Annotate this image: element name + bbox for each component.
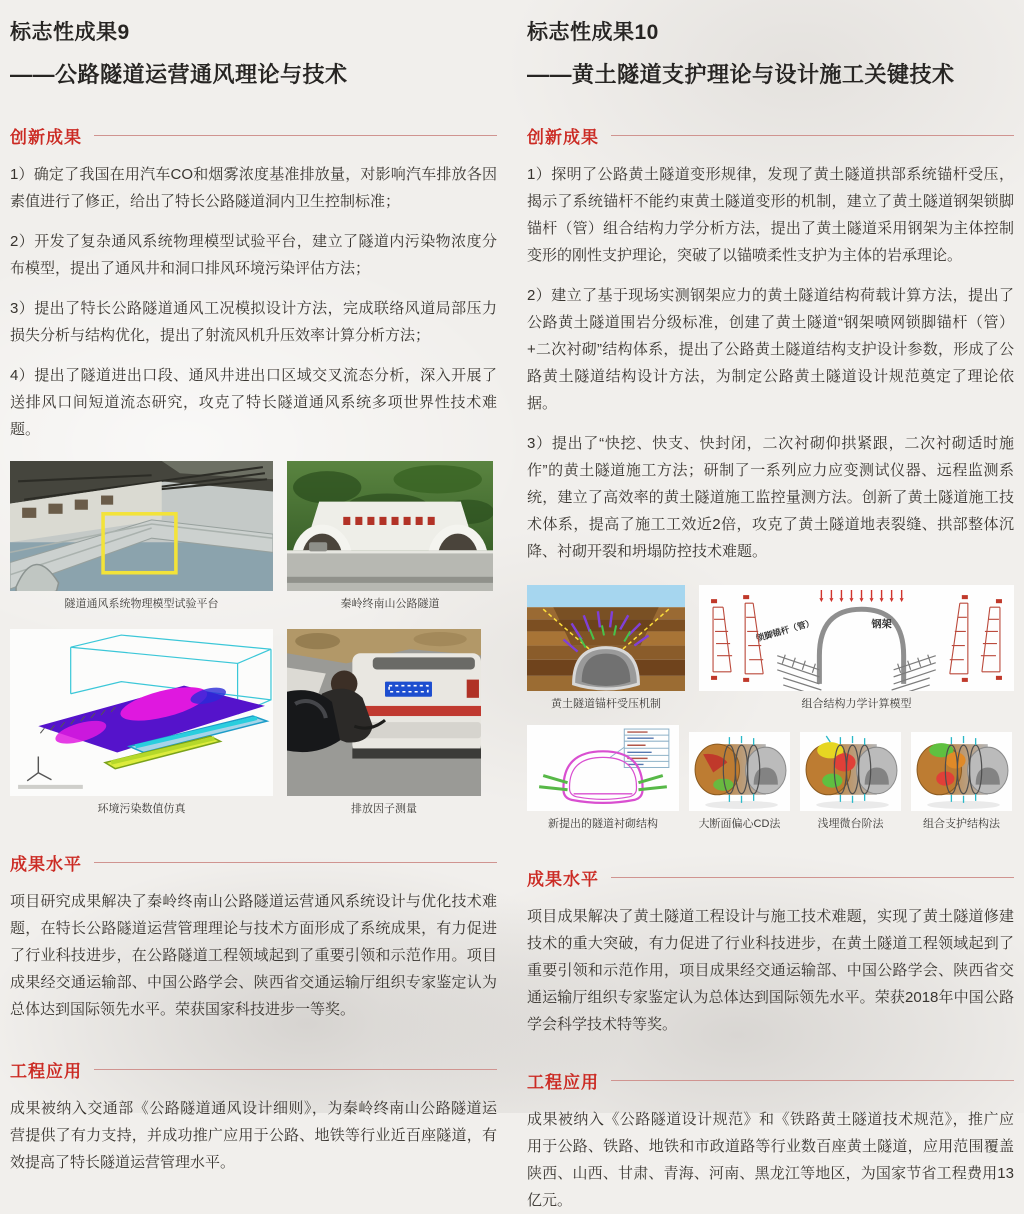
figure (911, 732, 1012, 831)
paragraph: 项目成果解决了黄土隧道工程设计与施工技术难题，实现了黄土隧道修建技术的重大突破，有力促进了行业科技进步，在黄土隧道工程领域起到了重要引领和示范作用，项目成果经交通运输部、中国公路学会、陕西省交通运输厅组织专家鉴定认为总体达到国际领先水平。荣获2018年中国公路学会科学技术特等奖。 (527, 908, 1014, 1034)
heading-rule (611, 877, 1014, 878)
ventilation-model-platform-photo (10, 461, 273, 591)
figure (800, 732, 901, 831)
section-heading-application (527, 1068, 1014, 1093)
figure-caption: 大断面偏心CD法 (698, 818, 781, 831)
figure-row (10, 629, 497, 816)
figure-row (527, 585, 1014, 711)
section-heading-label: 创新成果 (10, 128, 82, 147)
composite-support-method-3d-diagram (911, 732, 1012, 811)
section-heading-level (10, 850, 497, 875)
pollution-simulation-diagram (10, 629, 273, 796)
figure (287, 461, 493, 611)
page-subtitle: ——黄土隧道支护理论与设计施工关键技术 (527, 62, 955, 87)
cd-method-3d-diagram (689, 732, 790, 811)
paragraph: 2）开发了复杂通风系统物理模型试验平台，建立了隧道内污染物浓度分布模型，提出了通风井和洞口排风环境污染评估方法； (10, 233, 497, 277)
heading-rule (611, 1080, 1014, 1081)
figure-caption: 组合支护结构法 (923, 818, 1000, 831)
figure-caption: 排放因子测量 (351, 803, 417, 816)
figure (287, 629, 481, 816)
composite-structure-model-diagram (699, 585, 1014, 691)
figure (689, 732, 790, 831)
paragraph: 成果被纳入《公路隧道设计规范》和《铁路黄土隧道技术规范》，推广应用于公路、铁路、地铁和市政道路等行业数百座黄土隧道，应用范围覆盖陕西、山西、甘肃、青海、河南、黑龙江等地区，为国家节省工程费用13亿元。 (527, 1111, 1014, 1210)
paragraph: 2）建立了基于现场实测钢架应力的黄土隧道结构荷载计算方法，提出了公路黄土隧道围岩分级标准，创建了黄土隧道“钢架喷网锁脚锚杆（管）+二次衬砌”结构体系，提出了公路黄土隧道结构支护设计参数，形成了公路黄土隧道结构设计方法，为制定公路黄土隧道设计规范奠定了理论依据。 (527, 287, 1014, 412)
figure-caption: 黄土隧道锚杆受压机制 (551, 698, 661, 710)
page-title: 标志性成果9 (10, 21, 130, 44)
figure (527, 585, 685, 711)
figure (10, 461, 273, 611)
figure-caption: 组合结构力学计算模型 (801, 698, 912, 710)
column-achievement-9 (10, 10, 497, 1214)
page-title: 标志性成果10 (527, 21, 659, 44)
qinling-tunnel-portal-photo (287, 461, 493, 591)
anchor-label: 锁脚锚杆（管） (754, 617, 816, 644)
figure-caption: 浅埋微台阶法 (817, 818, 884, 831)
figure-row (527, 725, 1014, 831)
figure (527, 725, 679, 831)
heading-rule (94, 862, 497, 863)
new-lining-structure-diagram (527, 725, 679, 811)
section-heading-innovation (10, 123, 497, 148)
heading-rule (94, 135, 497, 136)
heading-rule (611, 135, 1014, 136)
paragraph: 3）提出了特长公路隧道通风工况模拟设计方法，完成联络风道局部压力损失分析与结构优化，提出了射流风机升压效率计算分析方法； (10, 300, 497, 344)
section-heading-label: 工程应用 (10, 1062, 82, 1082)
exhaust-measurement-photo (287, 629, 481, 796)
figure (699, 585, 1014, 711)
section-heading-level (527, 865, 1014, 890)
heading-rule (94, 1069, 497, 1070)
paragraph: 1）确定了我国在用汽车CO和烟雾浓度基准排放量，对影响汽车排放各因素值进行了修正，给出了特长公路隧道洞内卫生控制标准； (10, 166, 497, 210)
section-heading-application (10, 1057, 497, 1082)
section-heading-label: 创新成果 (527, 128, 599, 147)
figure-caption: 新提出的隧道衬砌结构 (548, 818, 658, 831)
figure-row (10, 461, 497, 611)
two-column-layout (10, 10, 1014, 1214)
section-heading-label: 成果水平 (527, 870, 599, 890)
paragraph: 3）提出了“快挖、快支、快封闭，二次衬砌仰拱紧跟，二次衬砌适时施作”的黄土隧道施工方法；研制了一系列应力应变测试仪器、远程监测系统，建立了高效率的黄土隧道施工监控量测方法。创新了黄土隧道施工技术体系，提高了施工工效近2倍，攻克了黄土隧道地表裂缝、拱部整体沉降、衬砌开裂和坍塌防控技术难题。 (527, 435, 1014, 560)
figure-caption: 环境污染数值仿真 (97, 803, 186, 816)
shallow-bench-method-3d-diagram (800, 732, 901, 811)
section-heading-innovation (527, 123, 1014, 148)
figure-caption: 秦岭终南山公路隧道 (340, 598, 440, 610)
paragraph: 项目研究成果解决了秦岭终南山公路隧道运营通风系统设计与优化技术难题，在特长公路隧道运营管理理论与技术方面形成了系统成果，有力促进了行业科技进步，在公路隧道工程领域起到了重要引领和示范作用。项目成果经交通运输部、中国公路学会、陕西省交通运输厅组织专家鉴定认为总体达到国际领先水平。荣获国家科技进步一等奖。 (10, 893, 497, 1019)
frame-label: 钢架 (871, 619, 892, 631)
page-subtitle: ——公路隧道运营通风理论与技术 (10, 62, 348, 87)
section-heading-label: 工程应用 (527, 1073, 599, 1093)
section-heading-label: 成果水平 (10, 855, 82, 875)
figure (10, 629, 273, 816)
column-achievement-10 (527, 10, 1014, 1214)
loess-anchor-mechanism-diagram (527, 585, 685, 691)
figure-caption: 隧道通风系统物理模型试验平台 (64, 598, 219, 610)
paragraph: 成果被纳入交通部《公路隧道通风设计细则》，为秦岭终南山公路隧道运营提供了有力支持，并成功推广应用于公路、地铁等行业近百座隧道，有效提高了特长隧道运营管理水平。 (10, 1100, 497, 1172)
paragraph: 1）探明了公路黄土隧道变形规律，发现了黄土隧道拱部系统锚杆受压，揭示了系统锚杆不能约束黄土隧道变形的机制，建立了黄土隧道钢架锁脚锚杆（管）组合结构力学分析方法，提出了黄土隧道采用钢架为主体控制变形的刚性支护理论，突破了以锚喷柔性支护为主体的岩承理论。 (527, 166, 1014, 264)
paragraph: 4）提出了隧道进出口段、通风井进出口区域交叉流态分析，深入开展了送排风口间短道流态研究，攻克了特长隧道通风系统多项世界性技术难题。 (10, 367, 497, 438)
